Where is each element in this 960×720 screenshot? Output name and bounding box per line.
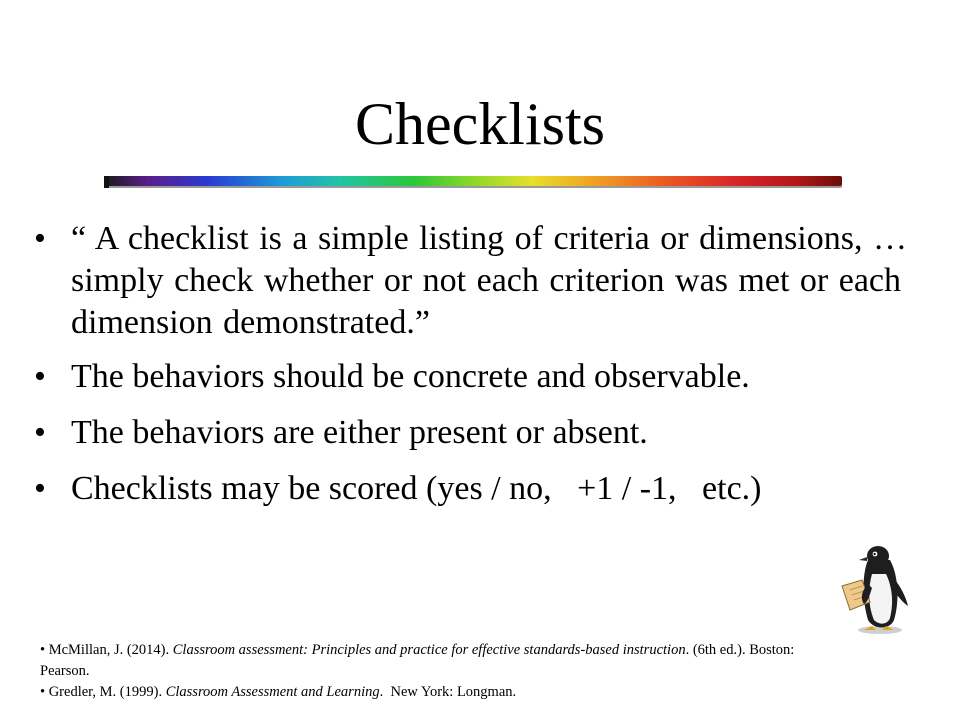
bullet-text: Checklists may be scored (yes / no, +1 / -1, etc.) xyxy=(71,470,762,507)
references xyxy=(40,640,840,703)
bullet-dot: • xyxy=(34,358,46,395)
bullet-text: “ A checklist is a simple listing of criteria or dimensions, … simply check whether or not each criterion was met or each dimension demonstrated.” xyxy=(71,220,907,341)
slide-title: Checklists xyxy=(355,91,605,157)
bullet-text: The behaviors should be concrete and observable. xyxy=(71,358,750,395)
bullet-dot: • xyxy=(34,220,46,257)
rainbow-divider xyxy=(104,176,842,186)
penguin-reading-icon xyxy=(828,540,924,636)
reference-item: • Gredler, M. (1999). Classroom Assessment and Learning. New York: Longman. xyxy=(40,684,517,700)
bullet-item xyxy=(0,218,960,344)
bullet-text: The behaviors are either present or absent. xyxy=(71,414,648,451)
bullet-item xyxy=(0,468,960,510)
reference-details: . (6th ed.). Boston: Pearson. xyxy=(40,642,795,679)
reference-title: Classroom Assessment and Learning xyxy=(165,684,380,700)
reference-item: • McMillan, J. (2014). Classroom assessment: Principles and practice for effective standards-based instruction. (6th ed.). Boston: Pearson. xyxy=(40,642,795,679)
rainbow-divider-cap xyxy=(104,176,109,188)
reference-author: Gredler, M. (1999). xyxy=(48,684,166,700)
bullet-dot: • xyxy=(34,414,46,451)
reference-title: Classroom assessment: Principles and practice for effective standards-based instruction xyxy=(172,642,686,658)
bullet-list xyxy=(0,218,960,524)
bullet-dot: • xyxy=(34,470,46,507)
bullet-item xyxy=(0,356,960,398)
reference-author: McMillan, J. (2014). xyxy=(48,642,173,658)
reference-details: . New York: Longman. xyxy=(379,684,517,700)
bullet-item xyxy=(0,412,960,454)
